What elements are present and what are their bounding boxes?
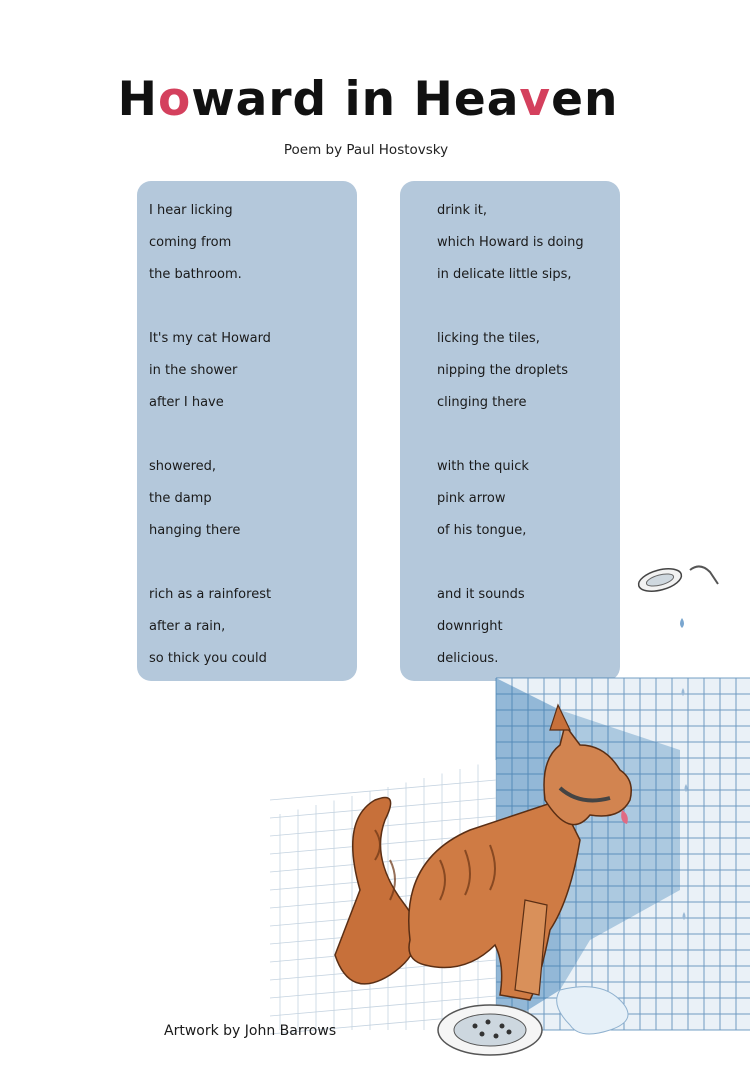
poem-line: pink arrow — [437, 491, 506, 506]
poem-stanza — [149, 451, 271, 547]
poem-stanza — [437, 195, 584, 291]
poem-line: coming from — [149, 235, 232, 250]
poem-stanza — [437, 323, 584, 419]
poem-line: after I have — [149, 395, 224, 410]
poem-line: I hear licking — [149, 203, 233, 218]
poem-line: clinging there — [437, 395, 527, 410]
poem-stanza — [437, 451, 584, 547]
poem-line: downright — [437, 619, 503, 634]
poem-line: in the shower — [149, 363, 238, 378]
poem-line: It's my cat Howard — [149, 331, 271, 346]
poem-line: with the quick — [437, 459, 529, 474]
poem-line: so thick you could — [149, 651, 267, 666]
cat-shower-illustration — [260, 560, 750, 1091]
poem-line: drink it, — [437, 203, 487, 218]
poem-line: the damp — [149, 491, 212, 506]
poem-line: hanging there — [149, 523, 241, 538]
poem-line: after a rain, — [149, 619, 226, 634]
poem-line: licking the tiles, — [437, 331, 540, 346]
byline: Poem by Paul Hostovsky — [283, 142, 449, 158]
poem-line: in delicate little sips, — [437, 267, 572, 282]
poem-line: the bathroom. — [149, 267, 242, 282]
poem-line: of his tongue, — [437, 523, 527, 538]
drain-icon — [438, 1005, 542, 1055]
poem-line: nipping the droplets — [437, 363, 569, 378]
poem-title: Howard in Heaven — [117, 72, 619, 127]
poem-stanza — [149, 579, 271, 675]
poem-line: and it sounds — [437, 587, 525, 602]
poem-line: showered, — [149, 459, 217, 474]
artwork-credit: Artwork by John Barrows — [164, 1023, 337, 1039]
poem-line: which Howard is doing — [437, 235, 584, 250]
poem-lines-left — [149, 195, 271, 675]
poem-stanza — [149, 323, 271, 419]
poem-line: rich as a rainforest — [149, 587, 272, 602]
poem-stanza — [149, 195, 271, 291]
poem-line: delicious. — [437, 651, 499, 666]
